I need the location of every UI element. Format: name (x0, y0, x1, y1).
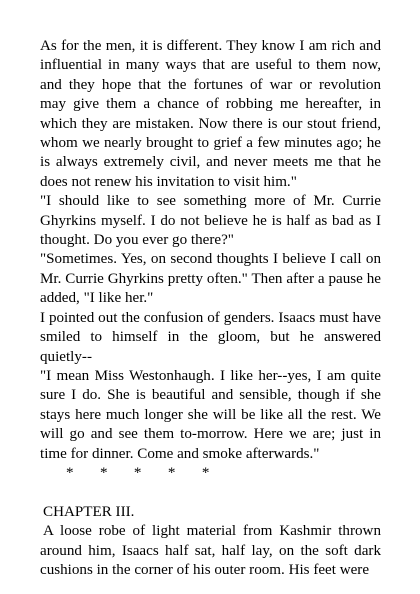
chapter-heading: CHAPTER III. (43, 503, 135, 520)
paragraph: "I should like to see something more of Mr. Currie Ghyrkins myself. I do not believe he is half as bad as I thought. Do you ever go there?" (40, 193, 381, 249)
chapter-opening-paragraph: A loose robe of light material from Kashmir thrown around him, Isaacs half sat, half lay, on the soft dark cushions in the corner of his outer room. His feet were (40, 523, 381, 578)
paragraph: "Sometimes. Yes, on second thoughts I believe I call on Mr. Currie Ghyrkins pretty often." Then after a pause he added, "I like her." (40, 251, 381, 307)
section-separator: * * * * * (66, 464, 210, 481)
paragraph: I pointed out the confusion of genders. Isaacs must have smiled to himself in the gloom, but he answered quietly-- (40, 309, 381, 365)
paragraph: As for the men, it is different. They know I am rich and influential in many ways that are useful to them now, and they hope that the fortunes of war or revolution may give them a chance of robbing me hereafter, in which they are mistaken. Now there is our stout friend, whom we nearly brought to grief a few minutes ago; he is always extremely civil, and never meets me that he does not renew his invitation to visit him." (40, 38, 381, 190)
book-page (40, 37, 381, 580)
blank-line (40, 483, 381, 502)
paragraph: "I mean Miss Westonhaugh. I like her--yes, I am quite sure I do. She is beautiful and sensible, though if she stays here much longer she will be like all the rest. We will go and see them to-morrow. Here we are; just in time for dinner. Come and smoke afterwards." (40, 367, 381, 462)
